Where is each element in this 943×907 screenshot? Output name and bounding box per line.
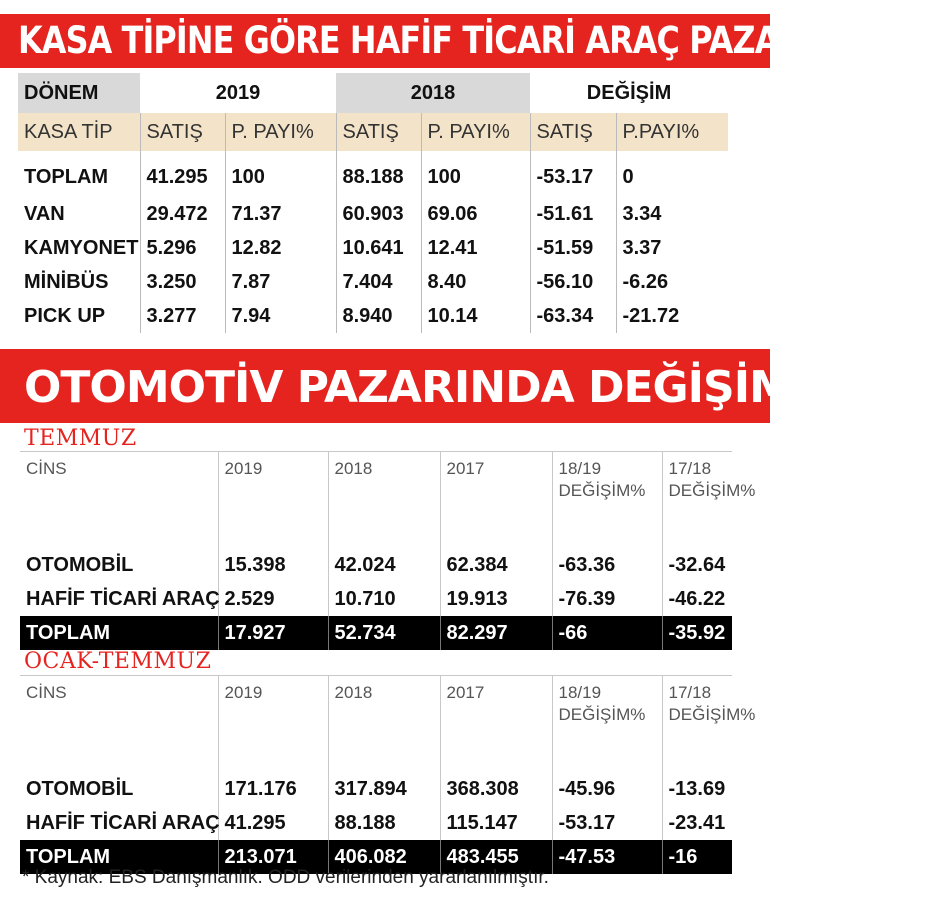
- cell: 52.734: [328, 616, 440, 650]
- cell: [20, 738, 218, 772]
- cell: 3.37: [622, 236, 662, 259]
- header-cell: [662, 676, 756, 738]
- header-cell: CİNS: [20, 676, 218, 738]
- header-text: DEĞİŞİM%: [558, 705, 646, 724]
- cell: 368.308: [440, 772, 552, 806]
- header-text: 17/18: [668, 683, 712, 702]
- cell: 7.404: [336, 265, 421, 299]
- cell: -51.61: [530, 197, 616, 231]
- cell: 12.41: [421, 231, 530, 265]
- header-text: 18/19: [558, 459, 602, 478]
- cell: 213.071: [218, 840, 328, 874]
- table-row: [20, 514, 732, 548]
- cell: 3.34: [622, 202, 662, 225]
- cell: 317.894: [328, 772, 440, 806]
- cell: [218, 514, 328, 548]
- cell: PICK UP: [18, 299, 140, 333]
- cell: [20, 514, 218, 548]
- section-label-temmuz: TEMMUZ: [24, 426, 137, 451]
- cell: 41.295: [140, 151, 225, 197]
- cell: TOPLAM: [20, 840, 218, 874]
- table-row: [20, 548, 732, 582]
- cell: 19.913: [440, 582, 552, 616]
- cell: -23.41: [668, 811, 726, 834]
- header-text: 17/18: [668, 459, 712, 478]
- subheader-cell: SATIŞ: [140, 113, 225, 151]
- cell: 12.82: [225, 231, 336, 265]
- cell: [662, 738, 732, 772]
- cell: -46.22: [668, 587, 726, 610]
- subheader-cell: SATIŞ: [336, 113, 421, 151]
- cell: 10.641: [336, 231, 421, 265]
- cell: [328, 514, 440, 548]
- cell: [552, 514, 662, 548]
- header-cell: CİNS: [20, 452, 218, 514]
- cell: 71.37: [225, 197, 336, 231]
- kasa-tipi-table: [18, 73, 728, 333]
- cell: 41.295: [218, 806, 328, 840]
- cell: -53.17: [530, 151, 616, 197]
- cell: -51.59: [530, 231, 616, 265]
- table-row: [18, 151, 728, 197]
- cell: VAN: [18, 197, 140, 231]
- cell: -32.64: [668, 553, 726, 576]
- header-cell: [662, 452, 756, 514]
- footnote: * Kaynak: EBS Danışmanlık. ODD verilerinden yararlanılmıştır.: [22, 867, 549, 888]
- cell: [328, 738, 440, 772]
- table-row: [20, 806, 732, 840]
- header-cell: [552, 676, 662, 738]
- cell: 88.188: [328, 806, 440, 840]
- cell: 7.87: [225, 265, 336, 299]
- cell: 10.710: [328, 582, 440, 616]
- cell: -47.53: [552, 840, 662, 874]
- header-cell: 2018: [328, 452, 440, 514]
- cell: -16: [662, 840, 732, 874]
- cell: 8.940: [336, 299, 421, 333]
- subheader-cell: P. PAYI%: [225, 113, 336, 151]
- cell: 3.250: [140, 265, 225, 299]
- title-text: KASA TİPİNE GÖRE HAFİF TİCARİ ARAÇ PAZARI: [18, 19, 814, 62]
- subheader-cell: P.PAYI%: [616, 113, 728, 151]
- cell: TOPLAM: [20, 616, 218, 650]
- cell: 3.277: [140, 299, 225, 333]
- header-cell: 2019: [218, 676, 328, 738]
- cell: 100: [421, 151, 530, 197]
- header-text: 18/19: [558, 683, 602, 702]
- cell: KAMYONET: [18, 231, 140, 265]
- header-cell: [552, 452, 662, 514]
- cell: 10.14: [421, 299, 530, 333]
- header-row: [20, 676, 732, 738]
- cell: [440, 514, 552, 548]
- cell: TOPLAM: [18, 151, 140, 197]
- table-row: [18, 231, 728, 265]
- cell: -63.36: [552, 548, 662, 582]
- cell: 483.455: [440, 840, 552, 874]
- header-cell: 2017: [440, 676, 552, 738]
- header-text: DEĞİŞİM%: [668, 481, 756, 500]
- cell: -63.34: [530, 299, 616, 333]
- cell: 42.024: [328, 548, 440, 582]
- header-row: [20, 452, 732, 514]
- cell: 406.082: [328, 840, 440, 874]
- header-2018: 2018: [336, 73, 530, 113]
- cell: -66: [552, 616, 662, 650]
- cell: -76.39: [552, 582, 662, 616]
- cell: OTOMOBİL: [20, 548, 218, 582]
- cell: [218, 738, 328, 772]
- title-kasa-tipine: [0, 14, 814, 68]
- temmuz-table: [20, 452, 756, 650]
- cell: 0: [622, 165, 634, 188]
- cell: [552, 738, 662, 772]
- cell: HAFİF TİCARİ ARAÇ: [20, 806, 218, 840]
- cell: [662, 514, 732, 548]
- cell: 88.188: [336, 151, 421, 197]
- cell: [440, 738, 552, 772]
- cell: 60.903: [336, 197, 421, 231]
- cell: 15.398: [218, 548, 328, 582]
- cell: -53.17: [552, 806, 662, 840]
- header-2019: 2019: [140, 73, 336, 113]
- cell: -35.92: [662, 616, 732, 650]
- table-row: [20, 738, 732, 772]
- cell: -45.96: [552, 772, 662, 806]
- total-row: [20, 616, 732, 650]
- table-row: [18, 265, 728, 299]
- cell: -21.72: [622, 304, 680, 327]
- ocak-temmuz-table: [20, 676, 756, 874]
- cell: OTOMOBİL: [20, 772, 218, 806]
- cell: 2.529: [218, 582, 328, 616]
- header-cell: 2017: [440, 452, 552, 514]
- cell: 171.176: [218, 772, 328, 806]
- table-row: [18, 197, 728, 231]
- title-otomotiv: [0, 349, 881, 423]
- cell: 5.296: [140, 231, 225, 265]
- header-degisim: DEĞİŞİM: [530, 73, 728, 113]
- cell: 8.40: [421, 265, 530, 299]
- header-text: DEĞİŞİM%: [668, 705, 756, 724]
- subheader-row: [18, 113, 728, 151]
- header-text: DEĞİŞİM%: [558, 481, 646, 500]
- header-donem: DÖNEM: [18, 73, 140, 113]
- cell: 115.147: [440, 806, 552, 840]
- header-cell: 2018: [328, 676, 440, 738]
- cell: MİNİBÜS: [18, 265, 140, 299]
- cell: -56.10: [530, 265, 616, 299]
- cell: 69.06: [421, 197, 530, 231]
- cell: -13.69: [668, 777, 726, 800]
- table-row: [18, 299, 728, 333]
- subheader-cell: KASA TİP: [18, 113, 140, 151]
- title-text: OTOMOTİV PAZARINDA DEĞİŞİMLER: [24, 362, 881, 413]
- cell: HAFİF TİCARİ ARAÇ: [20, 582, 218, 616]
- table-row: [20, 582, 732, 616]
- subheader-cell: P. PAYI%: [421, 113, 530, 151]
- table-row: [20, 772, 732, 806]
- header-cell: 2019: [218, 452, 328, 514]
- cell: 82.297: [440, 616, 552, 650]
- subheader-cell: SATIŞ: [530, 113, 616, 151]
- cell: 7.94: [225, 299, 336, 333]
- cell: 100: [225, 151, 336, 197]
- cell: 62.384: [440, 548, 552, 582]
- section-label-ocak-temmuz: OCAK-TEMMUZ: [24, 649, 212, 674]
- cell: 29.472: [140, 197, 225, 231]
- cell: -6.26: [622, 270, 669, 293]
- cell: 17.927: [218, 616, 328, 650]
